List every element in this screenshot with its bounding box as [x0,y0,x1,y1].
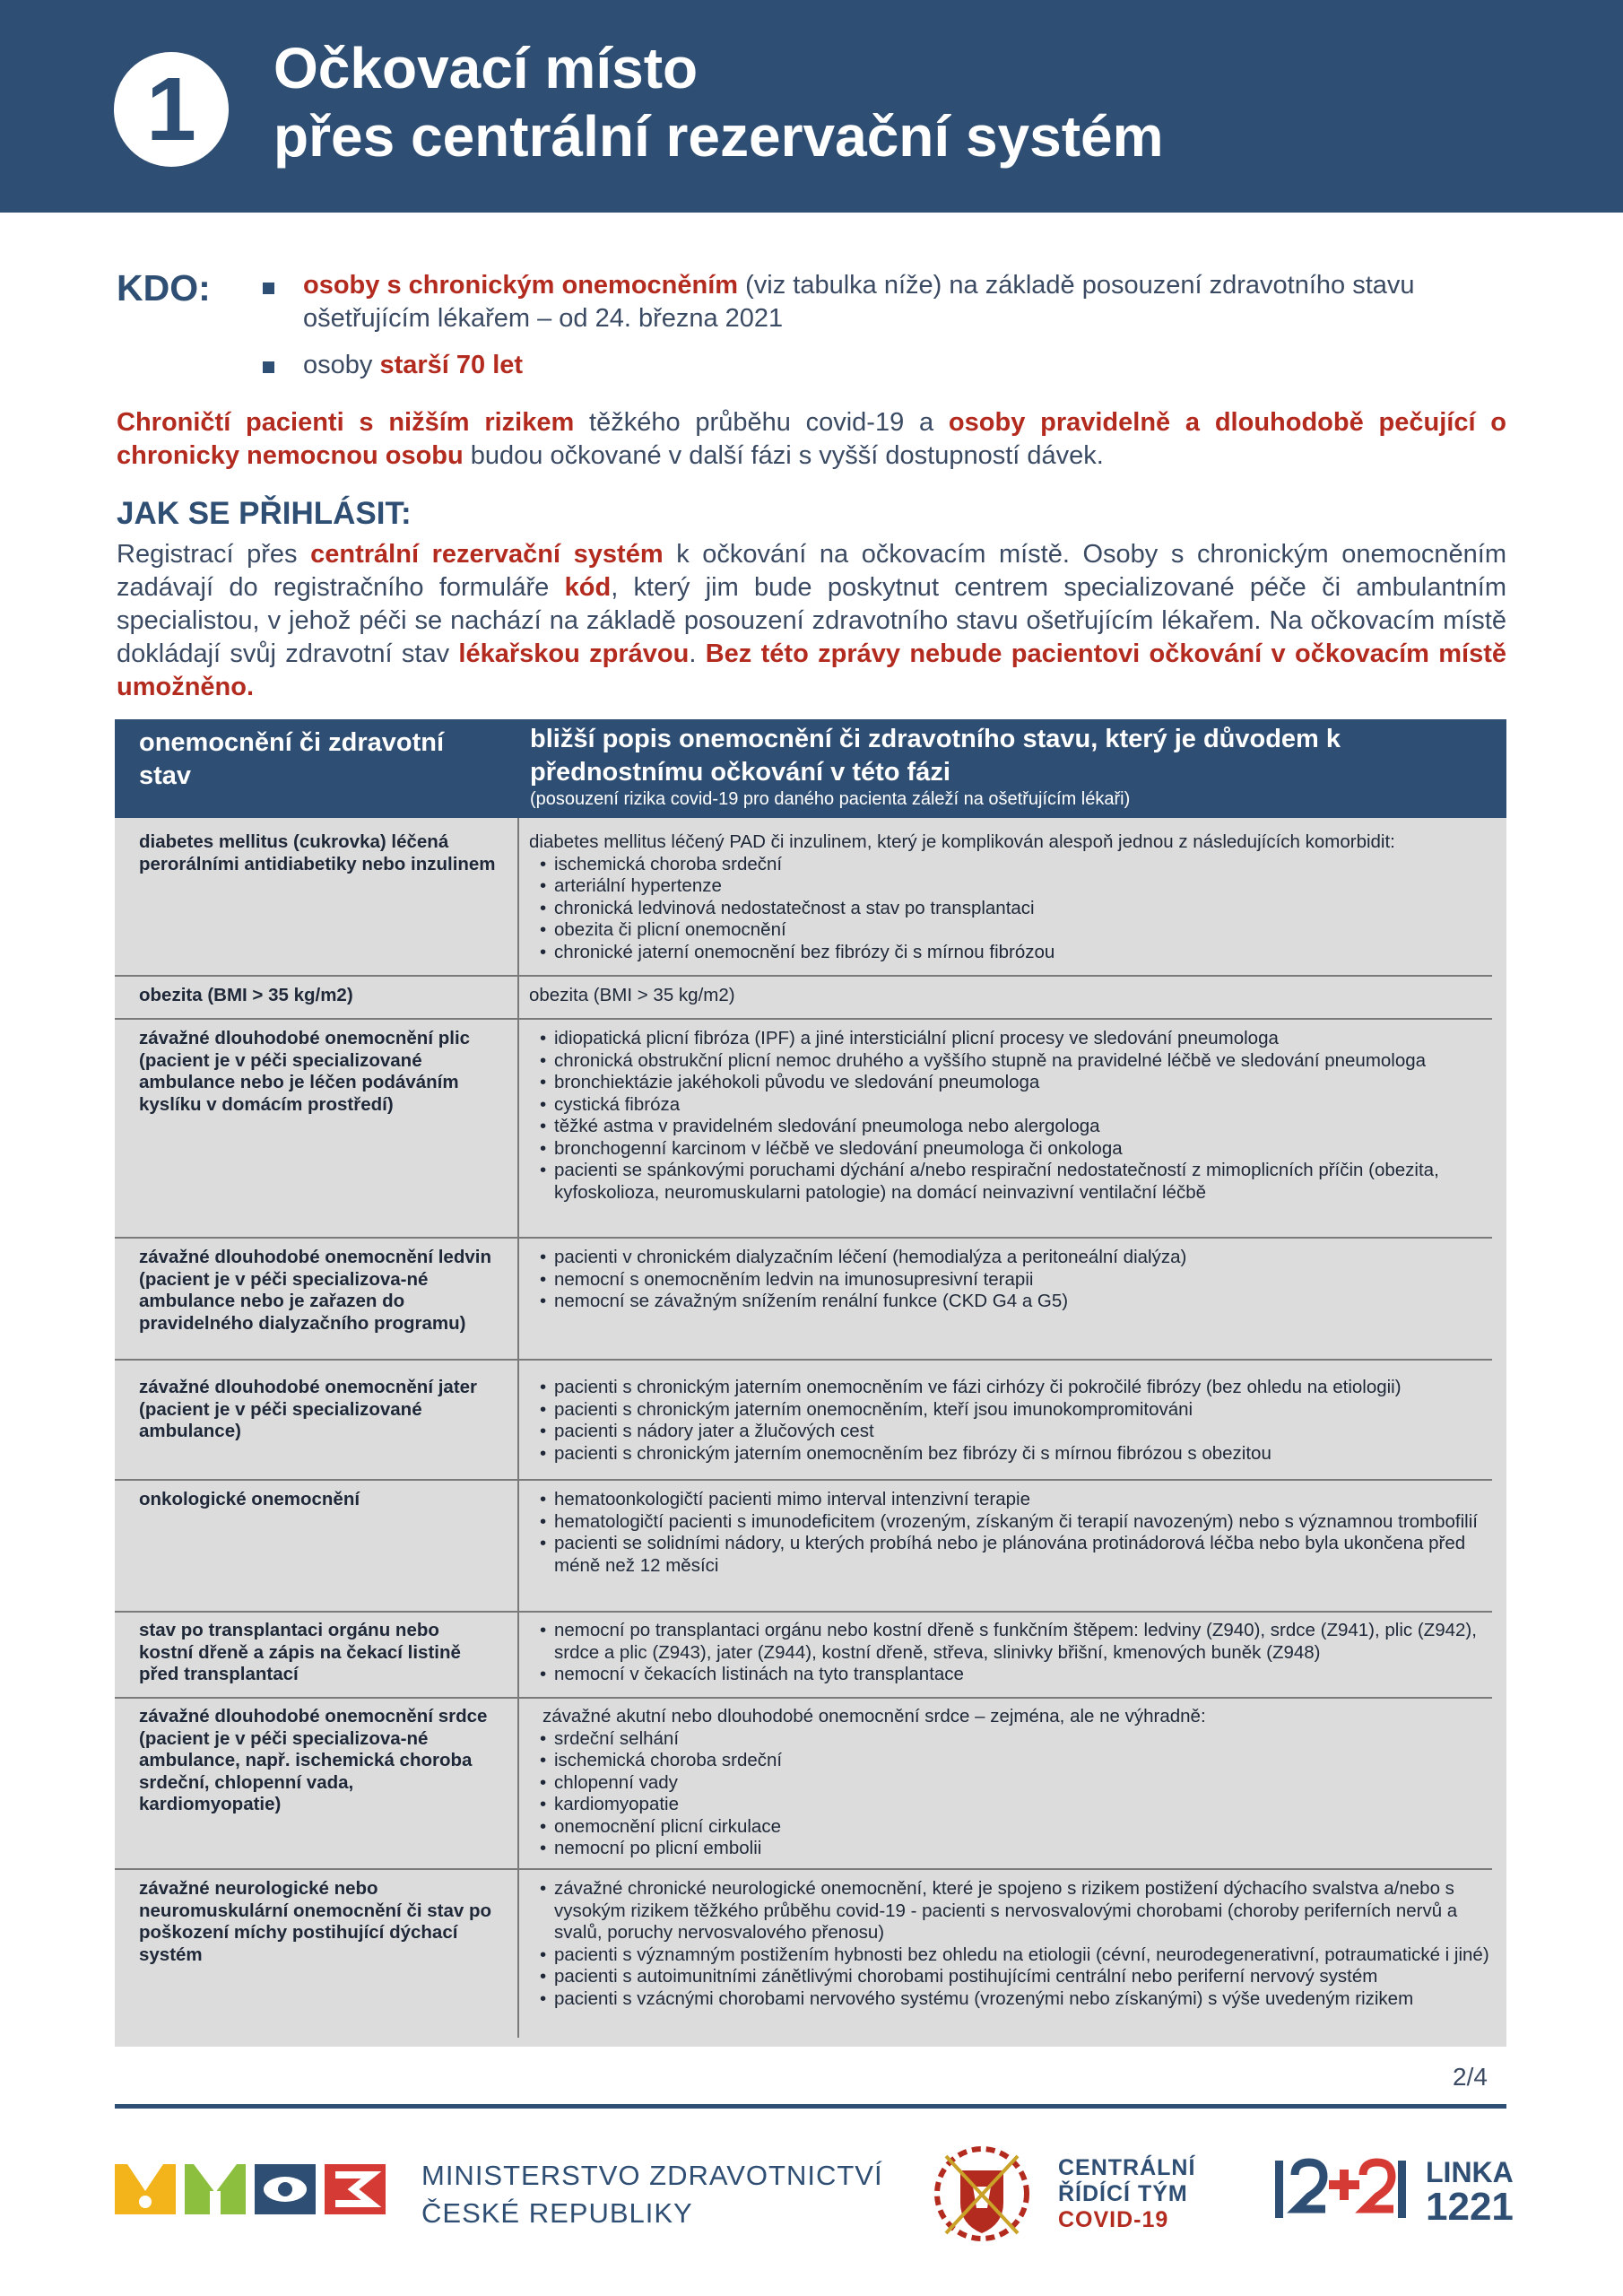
list-item: • idiopatická plicní fibróza (IPF) a jiné intersticiální plicní procesy ve sledování pneumologa [529,1028,1497,1050]
list-item: • chronická ledvinová nedostatečnost a stav po transplantaci [529,898,1497,920]
ministry-name: MINISTERSTVO ZDRAVOTNICTVÍ ČESKÉ REPUBLIKY [421,2160,883,2229]
condition-cell: závažné dlouhodobé onemocnění plic (pacient je v péči specializované ambulance nebo je léčen podáváním kyslíku v domácím prostředí) [139,1028,471,1115]
ministry-logo [115,2157,393,2220]
list-item: • nemocní po plicní embolii [529,1838,1497,1860]
list-item: • chronické jaterní onemocnění bez fibrózy či s mírnou fibrózou [529,942,1497,964]
condition-cell: závažné dlouhodobé onemocnění jater (pacient je v péči specializované ambulance) [139,1377,478,1441]
col2-header: bližší popis onemocnění či zdravotního stavu, který je důvodem k přednostnímu očkování v této fázi (posouzení rizika covid-19 pro daného pacienta záleží na ošetřujícím lékaři) [530,723,1489,809]
footer-divider [115,2104,1506,2109]
list-item: • těžké astma v pravidelném sledování pneumologa nebo alergologa [529,1116,1497,1138]
list-item: • srdeční selhání [529,1728,1497,1751]
linka-label: LINKA 1221 [1426,2156,1514,2229]
section-number-badge: 1 [114,52,229,167]
list-item: • ischemická choroba srdeční [529,1750,1497,1772]
list-item: • závažné chronické neurologické onemocnění, které je spojeno s rizikem postižení dýchacího svalstva a/nebo s vysokým rizikem těžkého průběhu covid-19 - pacienti s nervosvalovými chorobami (choroby periferních nervů a svalů, poruchy nervosvalového přenosu) [529,1878,1497,1944]
row-divider [115,1697,1492,1699]
col2-subheader: (posouzení rizika covid-19 pro daného pacienta záleží na ošetřujícím lékaři) [530,789,1131,809]
logo-red-mark-icon [325,2164,386,2214]
row-divider [115,1611,1492,1613]
list-item: • pacienti s autoimunitními zánětlivými chorobami postihujícími centrální nebo periferní nervový systém [529,1966,1497,1988]
list-item: • pacienti v chronickém dialyzačním léčení (hemodialýza a peritoneální dialýza) [529,1247,1497,1269]
jak-paragraph: Registrací přes centrální rezervační systém k očkování na očkovacím místě. Osoby s chronickým onemocněním zadávají do registračního formuláře kód, který jim bude poskytnut centrem specializované péče či ambulantním specialistou, v jehož péči se nachází na základě posouzení zdravotního stavu ošetřujícím lékařem. Na očkovacím místě dokládají svůj zdravotní stav lékařskou zprávou. Bez této zprávy nebude pacientovi očkování v očkovacím místě umožněno. [117,540,1506,701]
description-cell: závažné akutní nebo dlouhodobé onemocnění srdce – zejména, ale ne výhradně: • srdeční selhání • ischemická choroba srdeční • chlopenní vady • kardiomyopatie • onemocnění plicní cirkulace • nemocní po plicní embolii [529,1706,1497,1860]
row-divider [115,975,1492,977]
description-cell: diabetes mellitus léčený PAD či inzulinem, který je komplikován alespoň jednou z následujících komorbidit: • ischemická choroba srdeční • arteriální hypertenze • chronická ledvinová nedostatečnost a stav po transplantaci • obezita či plicní onemocnění • chronické jaterní onemocnění bez fibrózy či s mírnou fibrózou [529,831,1497,963]
list-item: • pacienti se solidními nádory, u kterých probíhá nebo je plánována protinádorová léčba nebo byla ukončena před méně než 12 měsíci [529,1533,1497,1577]
description-cell [529,1620,1497,1686]
list-item: • bronchiektázie jakéhokoli původu ve sledování pneumologa [529,1072,1497,1094]
square-bullet-icon [263,361,274,373]
condition-cell: závažné dlouhodobé onemocnění ledvin (pacient je v péči specializova-né ambulance nebo je zařazen do pravidelného dialyzačního programu) [139,1247,491,1334]
row-divider [115,1479,1492,1481]
list-item: • pacienti se spánkovými poruchami dýchání a/nebo respirační nedostatečností z mimoplicních příčin (obezita, kyfoskolioza, neuromuskularni patologie) na domácí neinvazivní ventilační léčbě [529,1160,1497,1204]
list-item: • pacienti s významným postižením hybnosti bez ohledu na etiologii (cévní, neurodegenerativní, potraumatické i jiné) [529,1944,1497,1967]
page-header [0,0,1623,213]
list-item: • pacienti s chronickým jaterním onemocněním, kteří jsou imunokompromitováni [529,1399,1497,1422]
row-divider [115,1868,1492,1870]
list-item: • nemocní s onemocněním ledvin na imunosupresivní terapii [529,1269,1497,1292]
logo-green-mark-icon [185,2164,246,2214]
row-divider [115,1018,1492,1020]
list-item: • nemocní po transplantaci orgánu nebo kostní dřeně s funkčním štěpem: ledviny (Z940), srdce (Z941), plic (Z942), srdce a plic (Z943), jater (Z944), kostní dřeně, střeva, slinivky břišní, kmenových buněk (Z948) [529,1620,1497,1664]
list-item: • pacienti s chronickým jaterním onemocněním ve fázi cirhózy či pokročilé fibrózy (bez ohledu na etiologii) [529,1377,1497,1399]
description-cell [529,1377,1497,1465]
list-item: • arteriální hypertenze [529,875,1497,898]
list-item: • pacienti s chronickým jaterním onemocněním bez fibrózy či s mírnou fibrózou s obezitou [529,1443,1497,1465]
list-item: • hematologičtí pacienti s imunodeficitem (vrozeným, získaným či terapií navozeným) nebo s významnou trombofilií [529,1511,1497,1534]
kdo-item-2: osoby starší 70 let [303,351,524,379]
condition-cell: diabetes mellitus (cukrovka) léčená perorálními antidiabetiky nebo inzulinem [139,831,496,874]
logo-blue-mark-icon [255,2164,316,2214]
crt-emblem-icon [928,2144,1036,2244]
list-item: • pacienti s vzácnými chorobami nervového systému (vrozenými nebo získanými) s výše uvedeným rizikem [529,1988,1497,2011]
crt-name: CENTRÁLNÍ ŘÍDÍCÍ TÝM COVID-19 [1058,2155,1196,2232]
condition-cell: závažné dlouhodobé onemocnění srdce (pacient je v péči specializova-né ambulance, např. ischemická choroba srdeční, chlopenní vada, kardiomyopatie) [139,1706,488,1814]
col1-header: onemocnění či zdravotní stav [139,728,444,790]
page-number: 2/4 [1453,2063,1488,2091]
conditions-table [115,719,1506,2047]
linka-logo-icon [1273,2157,1408,2222]
row-divider [115,1237,1492,1239]
chronic-note: Chroničtí pacienti s nižším rizikem těžkého průběhu covid-19 a osoby pravidelně a dlouhodobě pečující o chronicky nemocnou osobu budou očkované v další fázi s vyšší dostupností dávek. [117,408,1506,470]
kdo-label: KDO: [117,267,211,309]
list-item: • cystická fibróza [529,1094,1497,1117]
list-item: • nemocní se závažným snížením renální funkce (CKD G4 a G5) [529,1291,1497,1313]
column-divider [517,818,519,2038]
condition-cell: obezita (BMI > 35 kg/m2) [139,985,353,1005]
title-line-2: přes centrální rezervační systém [273,104,1164,169]
list-item: • hematoonkologičtí pacienti mimo interval intenzivní terapie [529,1489,1497,1511]
kdo-item-1: osoby s chronickým onemocněním (viz tabulka níže) na základě posouzení zdravotního stavu ošetřujícím lékařem – od 24. března 2021 [303,271,1415,333]
square-bullet-icon [263,283,274,294]
row-divider [115,1359,1492,1361]
list-item: • chronická obstrukční plicní nemoc druhého a vyššího stupně na pravidelné léčbě ve sledování pneumologa [529,1050,1497,1073]
condition-cell: stav po transplantaci orgánu nebo kostní dřeně a zápis na čekací listině před transplantací [139,1620,461,1684]
description-cell [529,1247,1497,1313]
condition-cell: závažné neurologické nebo neuromuskulární onemocnění či stav po poškození míchy postihující dýchací systém [139,1878,492,1965]
page-title [273,34,1164,170]
list-item: • bronchogenní karcinom v léčbě ve sledování pneumologa či onkologa [529,1138,1497,1161]
list-item: • onemocnění plicní cirkulace [529,1816,1497,1839]
description-cell [529,1489,1497,1577]
description-cell [529,1878,1497,2010]
table-header [115,719,1506,818]
logo-yellow-mark-icon [115,2164,176,2214]
list-item: • pacienti s nádory jater a žlučových cest [529,1421,1497,1443]
title-line-1: Očkovací místo [273,36,699,100]
description-cell: obezita (BMI > 35 kg/m2) [529,985,735,1005]
condition-cell: onkologické onemocnění [139,1489,360,1509]
list-item: • nemocní v čekacích listinách na tyto transplantace [529,1664,1497,1686]
list-item: • kardiomyopatie [529,1794,1497,1816]
list-item: • chlopenní vady [529,1772,1497,1795]
description-cell [529,1028,1497,1204]
list-item: • obezita či plicní onemocnění [529,919,1497,942]
list-item: • ischemická choroba srdeční [529,854,1497,876]
jak-heading: JAK SE PŘIHLÁSIT: [117,496,412,531]
